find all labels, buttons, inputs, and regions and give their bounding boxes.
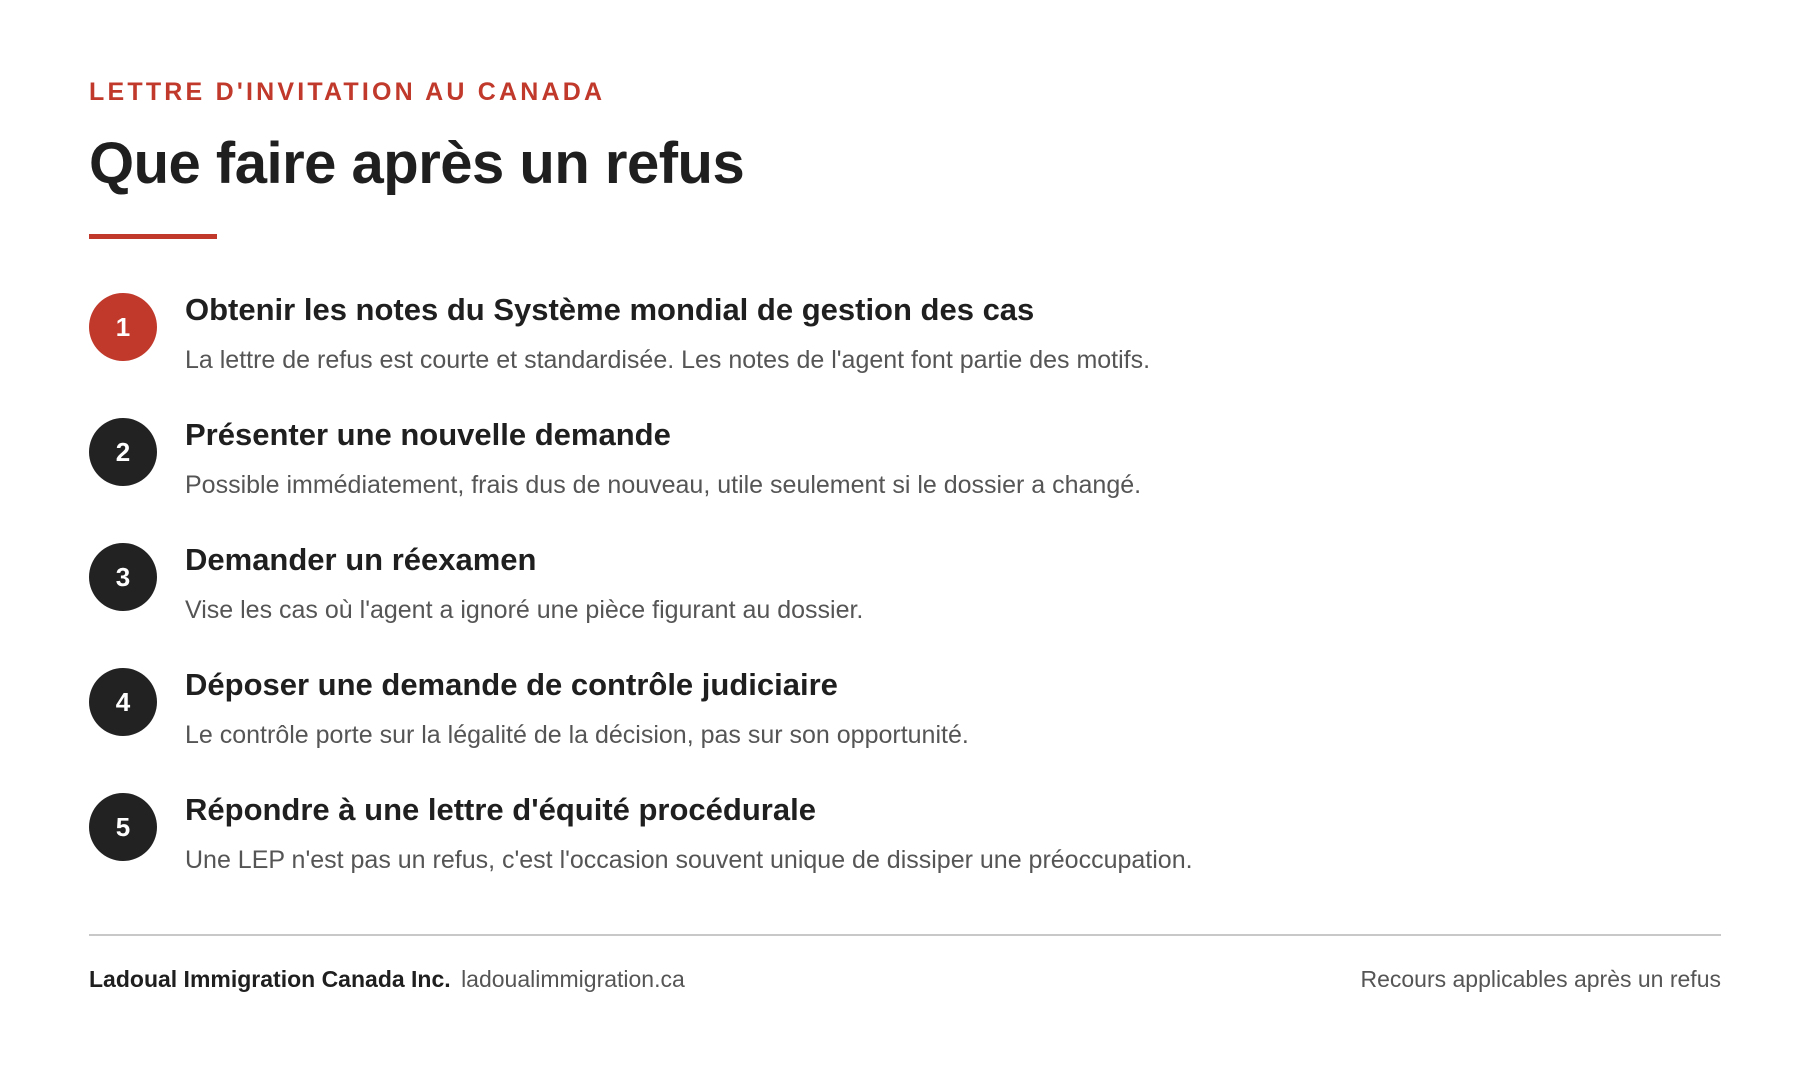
step-number-badge: 4	[89, 668, 157, 736]
step-description: Le contrôle porte sur la légalité de la décision, pas sur son opportunité.	[185, 721, 969, 749]
step-description: Une LEP n'est pas un refus, c'est l'occasion souvent unique de dissiper une préoccupation.	[185, 846, 1193, 874]
step-title: Répondre à une lettre d'équité procédurale	[185, 792, 816, 827]
step-item	[89, 415, 1721, 540]
step-number-badge: 3	[89, 543, 157, 611]
footer-credit	[89, 966, 685, 993]
step-title: Demander un réexamen	[185, 542, 537, 577]
step-title: Présenter une nouvelle demande	[185, 417, 671, 452]
step-item	[89, 665, 1721, 790]
step-description: La lettre de refus est courte et standardisée. Les notes de l'agent font partie des motifs.	[185, 346, 1151, 374]
step-item	[89, 290, 1721, 415]
footer-caption: Recours applicables après un refus	[1360, 966, 1721, 992]
step-description: Vise les cas où l'agent a ignoré une pièce figurant au dossier.	[185, 596, 864, 624]
step-item	[89, 540, 1721, 665]
step-description: Possible immédiatement, frais dus de nouveau, utile seulement si le dossier a changé.	[185, 471, 1142, 499]
eyebrow-label: LETTRE D'INVITATION AU CANADA	[89, 78, 606, 106]
step-item	[89, 790, 1721, 915]
step-number-badge: 2	[89, 418, 157, 486]
step-number-badge: 1	[89, 293, 157, 361]
website-link[interactable]: ladoualimmigration.ca	[461, 966, 685, 992]
step-title: Déposer une demande de contrôle judiciaire	[185, 667, 838, 702]
company-name: Ladoual Immigration Canada Inc.	[89, 966, 451, 992]
footer-divider	[89, 934, 1721, 936]
step-number-badge: 5	[89, 793, 157, 861]
title-accent-rule	[89, 234, 217, 239]
page-title: Que faire après un refus	[89, 131, 745, 196]
steps-list	[89, 290, 1721, 915]
step-title: Obtenir les notes du Système mondial de gestion des cas	[185, 292, 1035, 327]
document-page	[89, 0, 1721, 1066]
